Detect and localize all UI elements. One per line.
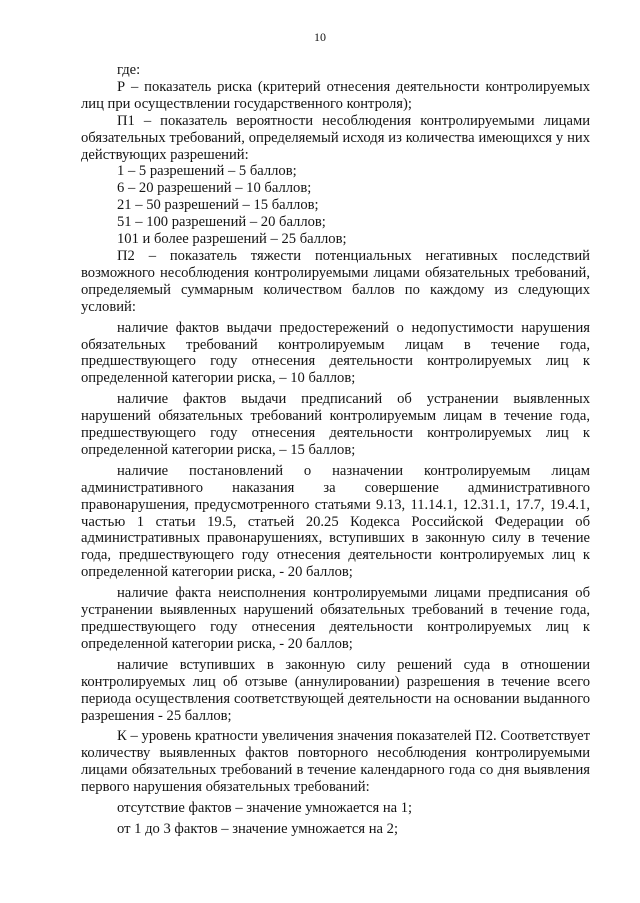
list-item: 6 – 20 разрешений – 10 баллов; [117, 180, 312, 197]
list-item: 21 – 50 разрешений – 15 баллов; [117, 197, 319, 214]
page-number: 10 [314, 30, 326, 44]
condition-item: наличие факта неисполнения контролируемыми лицами предписания об устранении выявленных нарушений обязательных требований в течение года, предшествующего году отнесения деятельности контролируемых лиц к определенной категории риска, - 20 баллов; [81, 585, 590, 652]
condition-item: наличие фактов выдачи предписаний об устранении выявленных нарушений обязательных требований контролируемым лицам в течение года, предшествующего году отнесения деятельности контролируемых лиц к определенной категории риска, – 15 баллов; [81, 391, 590, 458]
list-item: от 1 до 3 фактов – значение умножается на 2; [117, 820, 399, 837]
condition-item: наличие постановлений о назначении контролируемым лицам административного наказания за совершение административного правонарушения, предусмотренного статьями 9.13, 11.14.1, 12.31.1, 17.7, 19.4.1, частью 1 статьи 19.5, статьей 20.25 Кодекса Российской Федерации об административных правонарушениях, вступивших в законную силу в течение года, предшествующего году отнесения деятельности контролируемых лиц к определенной категории риска, - 20 баллов; [81, 462, 590, 581]
paragraph-p1-definition: П1 – показатель вероятности несоблюдения контролируемыми лицами обязательных требований, определяемый исходя из количества имеющихся у них действующих разрешений: [81, 112, 590, 163]
paragraph-p-definition: Р – показатель риска (критерий отнесения деятельности контролируемых лиц при осуществлении государственного контроля); [81, 78, 590, 112]
list-item: отсутствие фактов – значение умножается на 1; [117, 800, 413, 817]
list-item: 51 – 100 разрешений – 20 баллов; [117, 214, 326, 231]
paragraph-where: где: [117, 62, 141, 78]
document-body [81, 62, 590, 838]
list-item: 101 и более разрешений – 25 баллов; [117, 231, 347, 248]
paragraph-k-definition: К – уровень кратности увеличения значения показателей П2. Соответствует количеству выявленных фактов повторного несоблюдения контролируемыми лицами обязательных требований в течение календарного года со дня выявления первого нарушения обязательных требований: [81, 728, 590, 796]
list-item: 1 – 5 разрешений – 5 баллов; [117, 163, 297, 180]
condition-item: наличие фактов выдачи предостережений о недопустимости нарушения обязательных требований контролируемым лицам в течение года, предшествующего году отнесения деятельности контролируемых лиц к определенной категории риска, – 10 баллов; [81, 319, 590, 387]
condition-item: наличие вступивших в законную силу решений суда в отношении контролируемых лиц об отзыве (аннулировании) разрешения в течение всего периода осуществления соответствующей деятельности на основании выданного разрешения - 25 баллов; [81, 656, 590, 724]
paragraph-p2-definition: П2 – показатель тяжести потенциальных негативных последствий возможного несоблюдения контролируемыми лицами обязательных требований, определяемый суммарным количеством баллов по каждому из следующих условий: [81, 247, 590, 315]
